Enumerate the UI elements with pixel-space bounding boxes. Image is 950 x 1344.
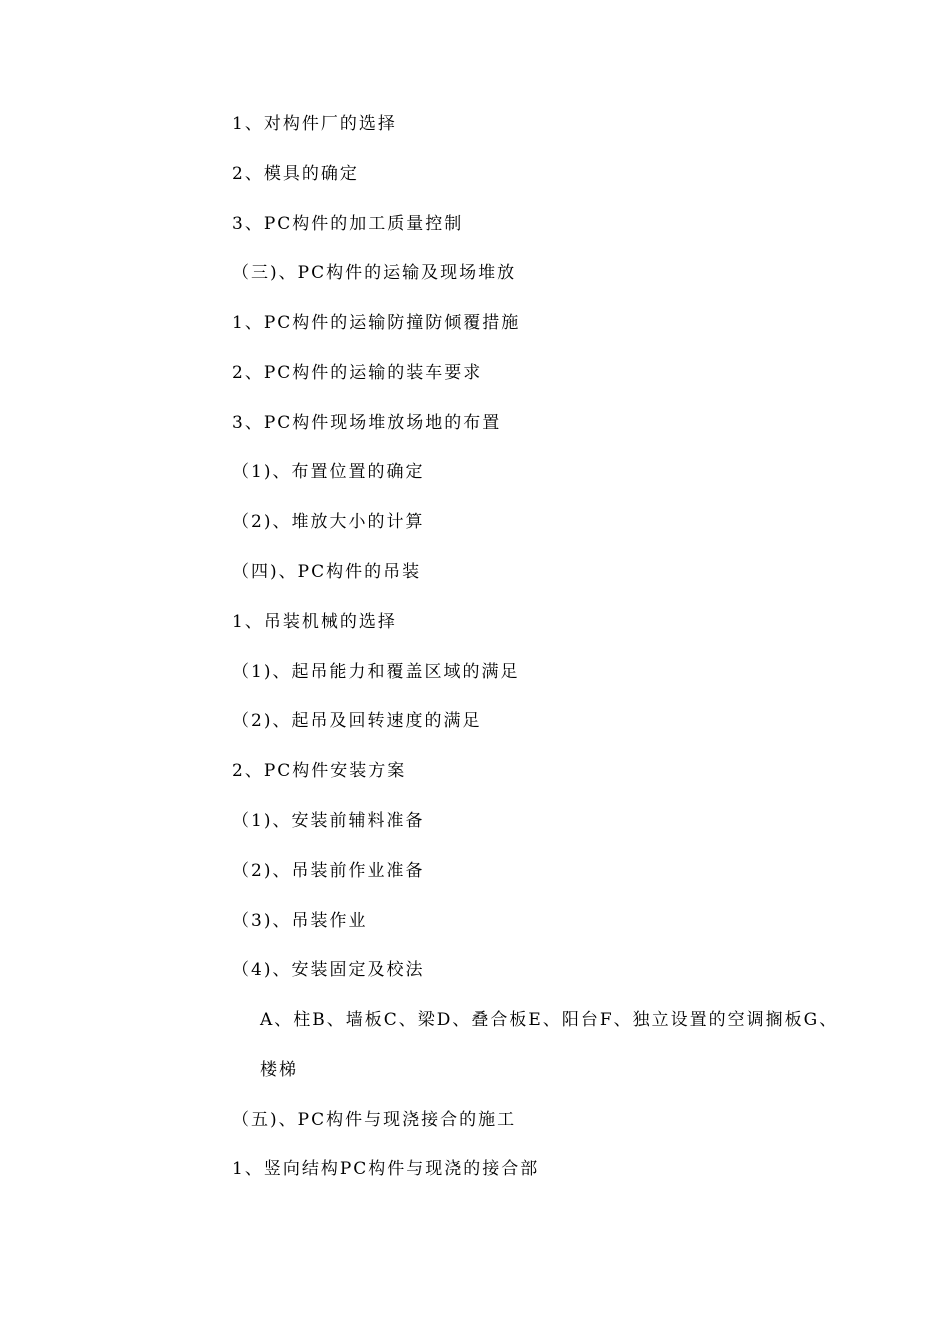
- text-line: （2)、吊装前作业准备: [232, 861, 425, 881]
- text-line: （3)、吊装作业: [232, 911, 368, 931]
- text-line: （1)、安装前辅料准备: [232, 811, 425, 831]
- text-line: （1)、布置位置的确定: [232, 462, 425, 482]
- text-line: 1、吊装机械的选择: [232, 612, 397, 632]
- text-line: 3、PC构件的加工质量控制: [232, 214, 464, 234]
- section-heading: （五)、PC构件与现浇接合的施工: [232, 1110, 517, 1130]
- text-line: （2)、堆放大小的计算: [232, 512, 425, 532]
- text-line: 1、PC构件的运输防撞防倾覆措施: [232, 313, 521, 333]
- text-line: 1、竖向结构PC构件与现浇的接合部: [232, 1159, 540, 1179]
- text-line: 2、PC构件安装方案: [232, 761, 407, 781]
- text-line: （1)、起吊能力和覆盖区域的满足: [232, 662, 520, 682]
- text-line: 楼梯: [260, 1060, 298, 1080]
- text-line: （4)、安装固定及校法: [232, 960, 425, 980]
- text-line: 1、对构件厂的选择: [232, 114, 397, 134]
- text-line: 2、模具的确定: [232, 164, 359, 184]
- text-line: 2、PC构件的运输的装车要求: [232, 363, 483, 383]
- text-line: A、柱B、墙板C、梁D、叠合板E、阳台F、独立设置的空调搁板G、: [260, 1010, 839, 1030]
- text-line: 3、PC构件现场堆放场地的布置: [232, 413, 502, 433]
- section-heading: （四)、PC构件的吊装: [232, 562, 422, 582]
- text-line: （2)、起吊及回转速度的满足: [232, 711, 482, 731]
- section-heading: （三)、PC构件的运输及现场堆放: [232, 263, 517, 283]
